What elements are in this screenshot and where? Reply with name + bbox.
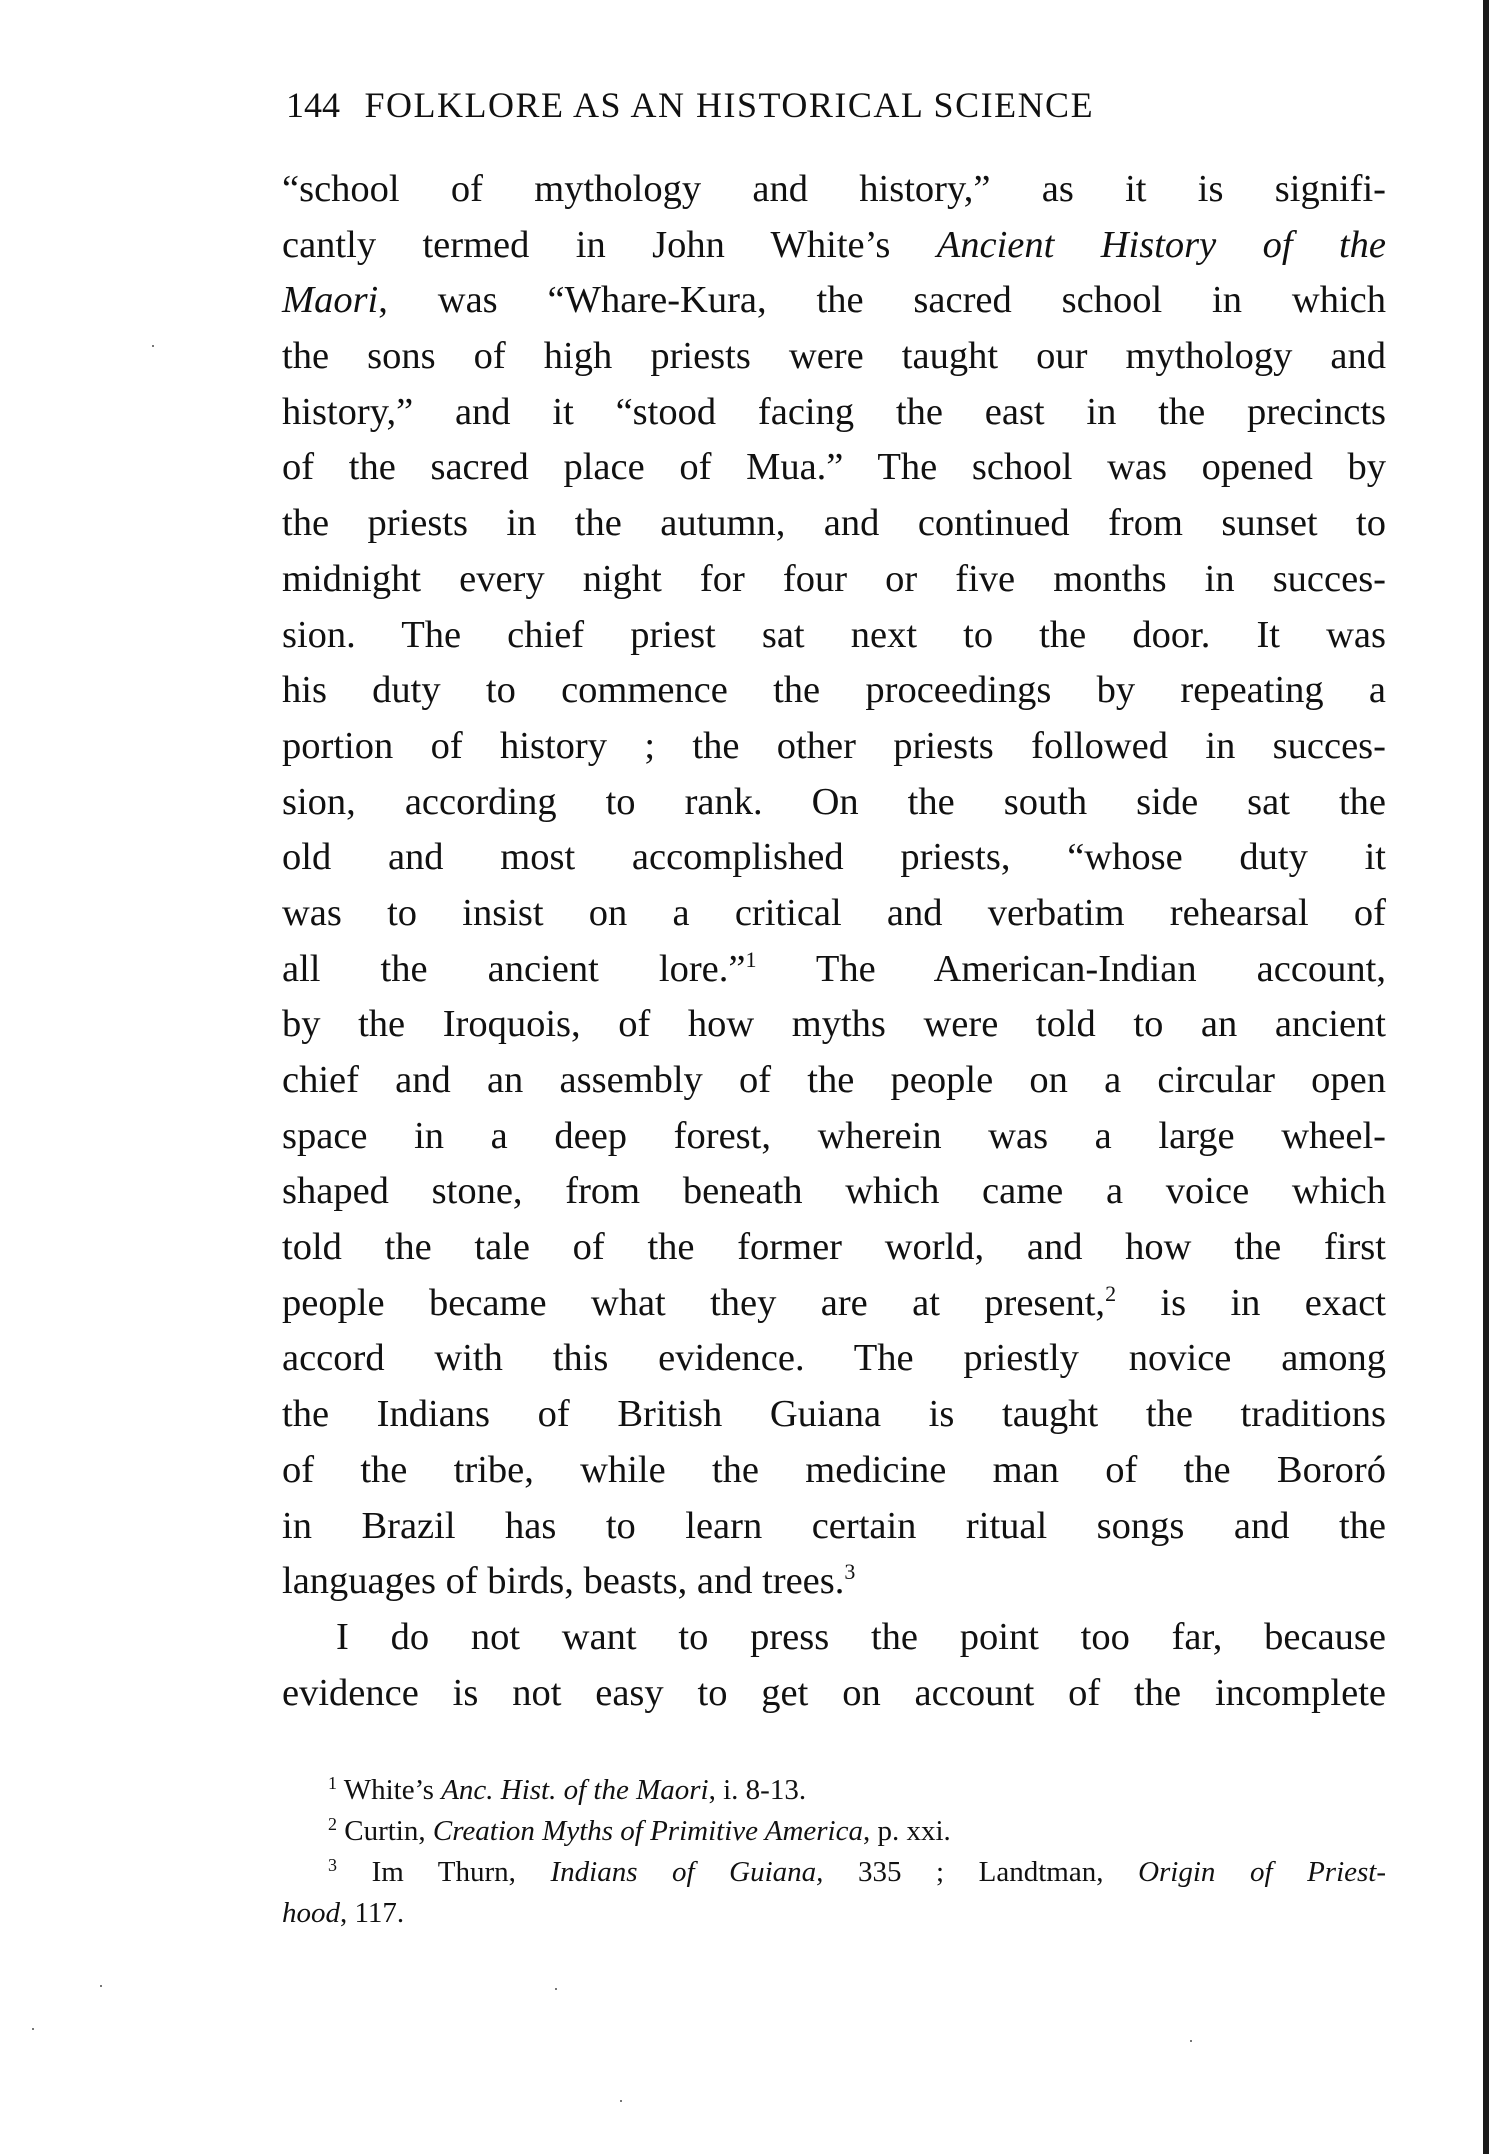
text-run: is in exact — [1116, 1281, 1386, 1324]
text-run: cantly termed in John White’s — [282, 223, 937, 266]
page-edge-border — [1483, 0, 1489, 2154]
footnote-marker: 1 — [328, 1773, 337, 1793]
scan-speck — [32, 2028, 34, 2030]
text-line: “school of mythology and history,” as it is signifi- — [282, 168, 1386, 210]
text-line: in Brazil has to learn certain ritual songs and the — [282, 1504, 1386, 1547]
text-line: space in a deep forest, wherein was a large wheel- — [282, 1114, 1386, 1157]
text-line: the priests in the autumn, and continued from sunset to — [282, 502, 1386, 545]
text-line: was to insist on a critical and verbatim rehearsal of — [282, 891, 1386, 934]
text-line: told the tale of the former world, and how the first — [282, 1226, 1386, 1269]
paragraph-start-line: I do not want to press the point too far, because — [336, 1615, 1386, 1658]
text-line: the sons of high priests were taught our mythology and — [282, 335, 1386, 378]
text-line: accord with this evidence. The priestly novice among — [282, 1337, 1386, 1380]
text-run: 335 ; Landtman, — [823, 1856, 1139, 1888]
text-line — [282, 1276, 1386, 1332]
text-line: evidence is not easy to get on account of the incomplete — [282, 1671, 1386, 1714]
text-line: the Indians of British Guiana is taught the traditions — [282, 1393, 1386, 1436]
scan-speck — [555, 1988, 557, 1990]
footnote-1 — [282, 1770, 1386, 1811]
footnote-3-continued — [282, 1893, 1386, 1934]
citation-title-italic: Origin of Priest- — [1138, 1856, 1387, 1888]
scan-speck — [1190, 2040, 1192, 2042]
text-line — [282, 942, 1386, 998]
footnote-marker: 2 — [328, 1814, 337, 1834]
running-head-title: FOLKLORE AS AN HISTORICAL SCIENCE — [364, 85, 1095, 125]
page-number: 144 — [286, 85, 340, 125]
text-run: people became what they are at present, — [282, 1281, 1106, 1324]
text-run: , p. xxi. — [862, 1815, 951, 1847]
footnotes — [282, 1770, 1386, 1934]
book-title-italic: Ancient History of the — [936, 223, 1386, 266]
text-line — [282, 273, 1386, 329]
footnote-ref-1[interactable]: 1 — [745, 946, 757, 972]
footnote-3 — [282, 1852, 1386, 1893]
text-run: Curtin, — [344, 1815, 433, 1847]
text-line — [282, 1554, 1386, 1610]
book-title-italic: Maori — [282, 279, 379, 322]
citation-title-italic: Anc. Hist. of the Maori — [441, 1774, 709, 1806]
footnote-ref-3[interactable]: 3 — [844, 1559, 856, 1585]
citation-title-italic: hood — [282, 1897, 340, 1929]
text-run: Im Thurn, — [371, 1856, 551, 1888]
text-line: midnight every night for four or five months in succes- — [282, 557, 1386, 600]
footnote-ref-2[interactable]: 2 — [1105, 1280, 1117, 1306]
text-line: portion of history ; the other priests followed in succes- — [282, 724, 1386, 767]
text-line: old and most accomplished priests, “whose duty it — [282, 836, 1386, 879]
text-line: chief and an assembly of the people on a circular open — [282, 1059, 1386, 1101]
text-line: shaped stone, from beneath which came a voice which — [282, 1170, 1386, 1213]
text-line: sion, according to rank. On the south side sat the — [282, 780, 1386, 823]
text-line: of the tribe, while the medicine man of the Bororó — [282, 1448, 1386, 1491]
text-line: his duty to commence the proceedings by repeating a — [282, 669, 1386, 712]
text-line — [282, 218, 1386, 274]
running-head — [286, 84, 1386, 126]
scan-speck — [152, 345, 154, 347]
citation-title-italic: Indians of Guiana, — [550, 1856, 824, 1888]
text-run: languages of birds, beasts, and trees. — [282, 1560, 845, 1603]
text-run: , was “Whare-Kura, the sacred school in which — [378, 279, 1386, 322]
footnote-2 — [282, 1811, 1386, 1852]
text-run: , 117. — [340, 1897, 405, 1929]
scan-speck — [100, 1985, 102, 1987]
scan-speck — [620, 2100, 622, 2102]
text-run: all the ancient lore.” — [282, 947, 746, 990]
text-line: of the sacred place of Mua.” The school was opened by — [282, 446, 1386, 489]
text-run: White’s — [343, 1774, 442, 1806]
text-line: by the Iroquois, of how myths were told to an ancient — [282, 1003, 1386, 1046]
text-line: sion. The chief priest sat next to the door. It was — [282, 613, 1386, 656]
footnote-marker: 3 — [328, 1855, 337, 1875]
text-run: The American-Indian account, — [756, 947, 1386, 990]
body-text — [282, 162, 1386, 1721]
text-run: , i. 8-13. — [708, 1774, 807, 1806]
citation-title-italic: Creation Myths of Primitive America — [432, 1815, 863, 1847]
text-line: history,” and it “stood facing the east in the precincts — [282, 390, 1386, 433]
